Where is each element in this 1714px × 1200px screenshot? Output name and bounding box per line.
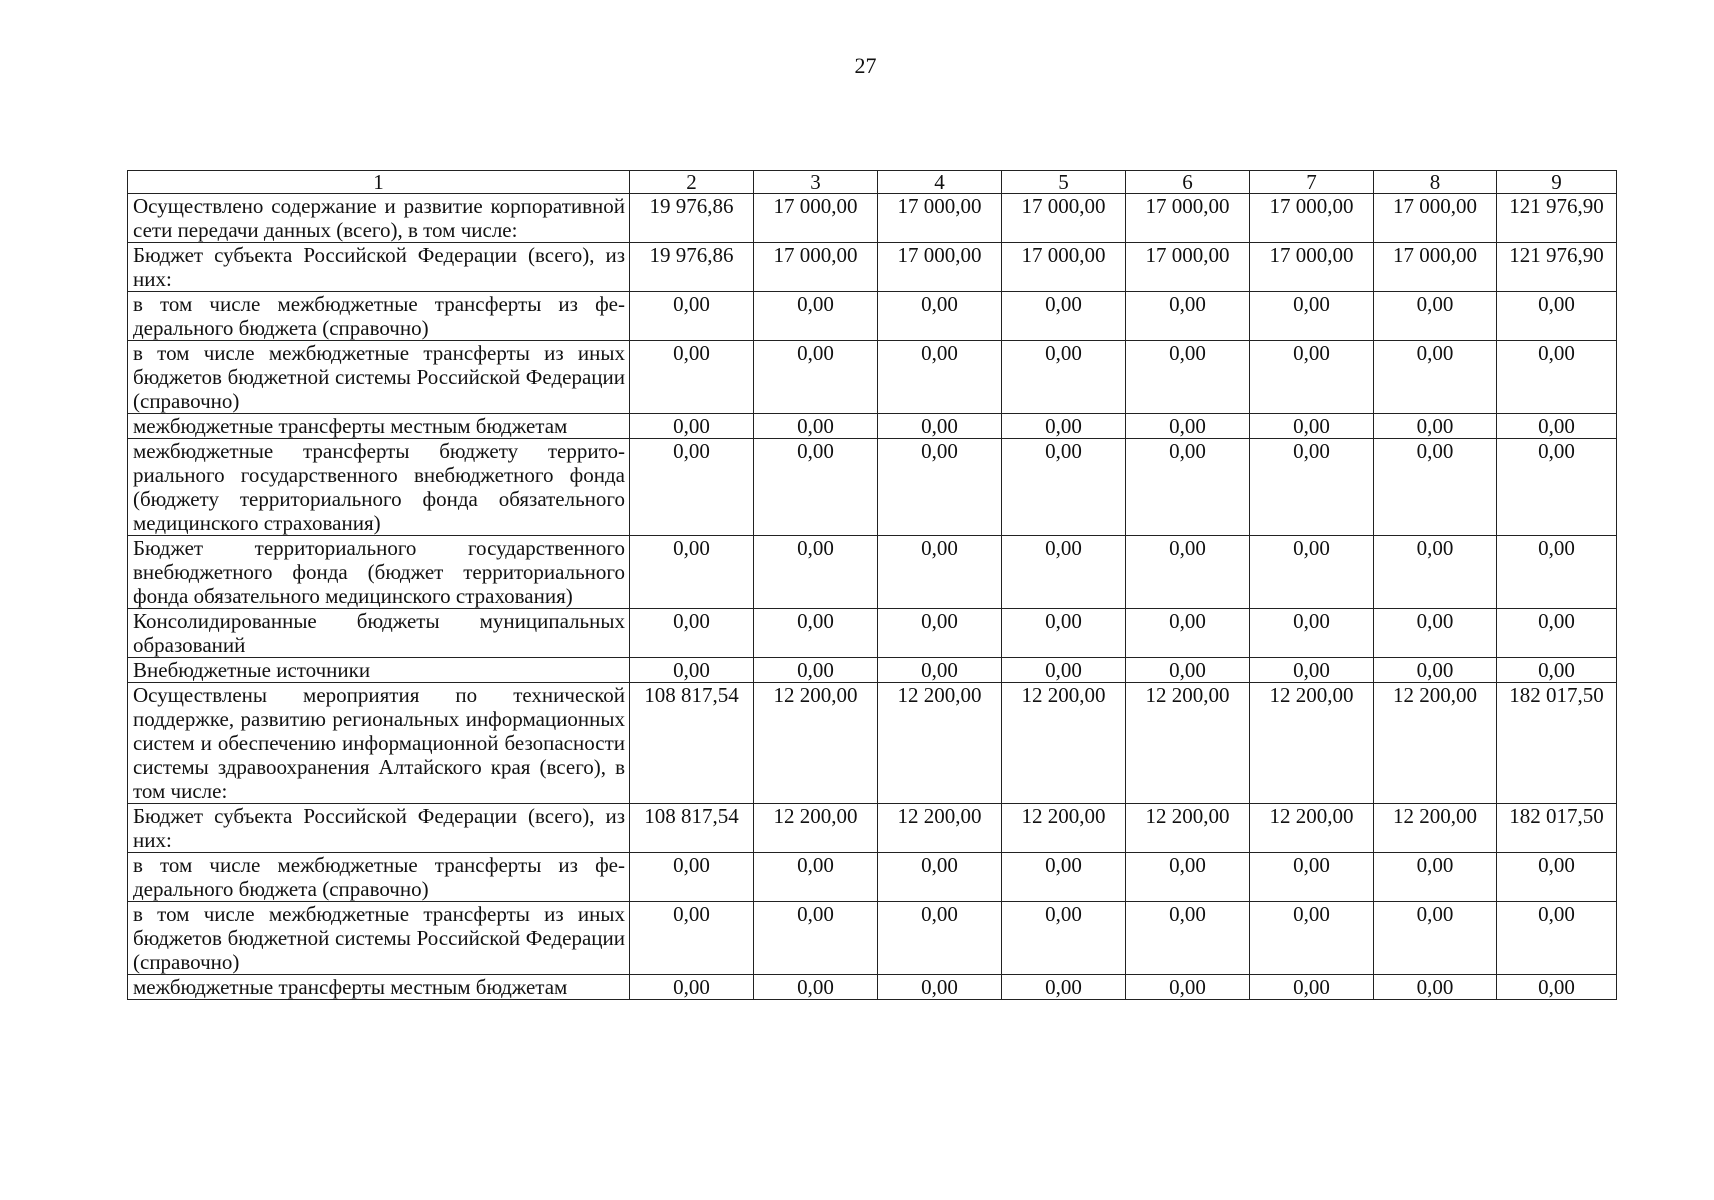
- row-value: 19 976,86: [630, 243, 754, 292]
- table-row: [128, 414, 1617, 439]
- row-value: 17 000,00: [754, 194, 878, 243]
- row-value: 17 000,00: [878, 194, 1002, 243]
- column-number: 2: [630, 171, 754, 194]
- row-label: межбюджетные трансферты бюджету территориального государственного внебюджетного фонда (бюджету территориального фонда обязательного медицинского страхования): [128, 439, 630, 536]
- row-value: 0,00: [630, 536, 754, 609]
- row-value: 0,00: [878, 341, 1002, 414]
- row-value: 182 017,50: [1497, 683, 1617, 804]
- row-value: 12 200,00: [1374, 683, 1497, 804]
- page-number: 27: [854, 53, 877, 78]
- table-row: [128, 804, 1617, 853]
- row-value: 0,00: [1002, 975, 1126, 1000]
- column-number: 1: [128, 171, 630, 194]
- row-label: в том числе межбюджетные трансферты из федерального бюджета (справочно): [128, 292, 630, 341]
- table-row: [128, 341, 1617, 414]
- row-value: 0,00: [754, 658, 878, 683]
- row-value: 17 000,00: [1126, 194, 1250, 243]
- row-label: Бюджет территориального государственного внебюджетного фонда (бюджет территориального фонда обязательного медицинского страхования): [128, 536, 630, 609]
- row-value: 0,00: [630, 658, 754, 683]
- row-value: 0,00: [1497, 414, 1617, 439]
- row-label: Консолидированные бюджеты муниципальных образований: [128, 609, 630, 658]
- row-value: 108 817,54: [630, 804, 754, 853]
- row-value: 0,00: [1002, 414, 1126, 439]
- row-value: 108 817,54: [630, 683, 754, 804]
- column-number: 5: [1002, 171, 1126, 194]
- table-row: [128, 658, 1617, 683]
- row-value: 0,00: [1250, 292, 1374, 341]
- row-value: 0,00: [754, 975, 878, 1000]
- row-value: 12 200,00: [1250, 683, 1374, 804]
- row-value: 0,00: [1497, 536, 1617, 609]
- table-row: [128, 536, 1617, 609]
- column-number: 6: [1126, 171, 1250, 194]
- row-value: 0,00: [630, 439, 754, 536]
- row-value: 12 200,00: [754, 683, 878, 804]
- row-value: 0,00: [878, 975, 1002, 1000]
- table-body: [128, 171, 1617, 1000]
- row-value: 0,00: [1497, 439, 1617, 536]
- table-row: [128, 439, 1617, 536]
- row-value: 0,00: [1002, 536, 1126, 609]
- row-value: 0,00: [1497, 341, 1617, 414]
- row-label: межбюджетные трансферты местным бюджетам: [128, 414, 630, 439]
- table-row: [128, 853, 1617, 902]
- row-value: 0,00: [1126, 853, 1250, 902]
- row-value: 0,00: [754, 902, 878, 975]
- row-value: 0,00: [1250, 414, 1374, 439]
- row-value: 0,00: [1497, 902, 1617, 975]
- row-value: 12 200,00: [1002, 804, 1126, 853]
- row-value: 12 200,00: [878, 804, 1002, 853]
- table-row: [128, 243, 1617, 292]
- row-value: 0,00: [754, 414, 878, 439]
- row-value: 17 000,00: [1002, 194, 1126, 243]
- table-row: [128, 609, 1617, 658]
- row-value: 0,00: [754, 853, 878, 902]
- row-value: 0,00: [878, 292, 1002, 341]
- column-number: 3: [754, 171, 878, 194]
- table-row: [128, 683, 1617, 804]
- table-row: [128, 902, 1617, 975]
- row-value: 0,00: [878, 658, 1002, 683]
- row-value: 0,00: [1374, 414, 1497, 439]
- row-value: 0,00: [1250, 658, 1374, 683]
- row-value: 0,00: [1002, 853, 1126, 902]
- row-value: 0,00: [630, 414, 754, 439]
- row-label: Осуществлено содержание и развитие корпоративной сети передачи данных (всего), в том числе:: [128, 194, 630, 243]
- row-value: 0,00: [878, 902, 1002, 975]
- row-value: 12 200,00: [1126, 804, 1250, 853]
- row-value: 121 976,90: [1497, 243, 1617, 292]
- row-value: 0,00: [630, 341, 754, 414]
- row-value: 0,00: [1002, 609, 1126, 658]
- row-value: 0,00: [1250, 902, 1374, 975]
- row-value: 19 976,86: [630, 194, 754, 243]
- row-value: 17 000,00: [1002, 243, 1126, 292]
- row-value: 17 000,00: [754, 243, 878, 292]
- row-value: 0,00: [878, 439, 1002, 536]
- row-value: 0,00: [878, 853, 1002, 902]
- row-value: 0,00: [754, 536, 878, 609]
- row-value: 0,00: [1497, 292, 1617, 341]
- row-value: 0,00: [1126, 609, 1250, 658]
- row-value: 0,00: [1497, 609, 1617, 658]
- row-value: 0,00: [1497, 658, 1617, 683]
- row-value: 0,00: [1374, 292, 1497, 341]
- row-value: 0,00: [1250, 853, 1374, 902]
- row-value: 17 000,00: [1374, 243, 1497, 292]
- row-value: 0,00: [1497, 975, 1617, 1000]
- row-value: 12 200,00: [878, 683, 1002, 804]
- row-value: 0,00: [1374, 975, 1497, 1000]
- row-value: 0,00: [1126, 902, 1250, 975]
- row-value: 0,00: [1497, 853, 1617, 902]
- row-value: 0,00: [1374, 902, 1497, 975]
- row-value: 17 000,00: [1126, 243, 1250, 292]
- row-value: 0,00: [1250, 341, 1374, 414]
- row-value: 0,00: [630, 292, 754, 341]
- row-value: 0,00: [754, 609, 878, 658]
- row-value: 0,00: [1250, 536, 1374, 609]
- row-value: 0,00: [1126, 414, 1250, 439]
- row-label: Осуществлены мероприятия по технической поддержке, развитию региональных информационных систем и обеспечению информационной безопасности системы здравоохранения Алтайского края (всего), в том числе:: [128, 683, 630, 804]
- row-value: 0,00: [1002, 902, 1126, 975]
- row-value: 0,00: [1374, 536, 1497, 609]
- row-label: в том числе межбюджетные трансферты из федерального бюджета (справочно): [128, 853, 630, 902]
- column-number: 8: [1374, 171, 1497, 194]
- row-value: 12 200,00: [1250, 804, 1374, 853]
- table-row: [128, 292, 1617, 341]
- column-number: 4: [878, 171, 1002, 194]
- row-value: 0,00: [754, 292, 878, 341]
- row-value: 12 200,00: [1002, 683, 1126, 804]
- row-value: 12 200,00: [1126, 683, 1250, 804]
- row-value: 0,00: [1126, 658, 1250, 683]
- column-number: 9: [1497, 171, 1617, 194]
- row-value: 121 976,90: [1497, 194, 1617, 243]
- row-value: 0,00: [1250, 439, 1374, 536]
- row-value: 0,00: [1002, 439, 1126, 536]
- row-value: 17 000,00: [1250, 243, 1374, 292]
- row-value: 12 200,00: [754, 804, 878, 853]
- row-value: 0,00: [878, 536, 1002, 609]
- row-value: 0,00: [630, 975, 754, 1000]
- row-label: в том числе межбюджетные трансферты из иных бюджетов бюджетной системы Российской Федерации (справочно): [128, 902, 630, 975]
- row-value: 17 000,00: [1374, 194, 1497, 243]
- row-value: 0,00: [1126, 341, 1250, 414]
- row-value: 0,00: [754, 439, 878, 536]
- row-label: Бюджет субъекта Российской Федерации (всего), из них:: [128, 243, 630, 292]
- row-value: 0,00: [1374, 341, 1497, 414]
- row-value: 12 200,00: [1374, 804, 1497, 853]
- row-value: 0,00: [1126, 975, 1250, 1000]
- row-value: 0,00: [1250, 609, 1374, 658]
- budget-table: [127, 170, 1617, 1000]
- column-number-row: [128, 171, 1617, 194]
- row-value: 0,00: [630, 609, 754, 658]
- row-value: 0,00: [1002, 658, 1126, 683]
- row-label: межбюджетные трансферты местным бюджетам: [128, 975, 630, 1000]
- row-value: 0,00: [1126, 439, 1250, 536]
- row-label: Внебюджетные источники: [128, 658, 630, 683]
- row-value: 17 000,00: [1250, 194, 1374, 243]
- row-value: 0,00: [1374, 658, 1497, 683]
- row-value: 0,00: [630, 853, 754, 902]
- row-value: 0,00: [1002, 292, 1126, 341]
- row-value: 0,00: [630, 902, 754, 975]
- row-value: 0,00: [878, 414, 1002, 439]
- row-value: 0,00: [878, 609, 1002, 658]
- row-value: 0,00: [1126, 536, 1250, 609]
- row-label: Бюджет субъекта Российской Федерации (всего), из них:: [128, 804, 630, 853]
- row-value: 0,00: [754, 341, 878, 414]
- column-number: 7: [1250, 171, 1374, 194]
- row-value: 182 017,50: [1497, 804, 1617, 853]
- table-row: [128, 975, 1617, 1000]
- row-value: 0,00: [1374, 609, 1497, 658]
- row-label: в том числе межбюджетные трансферты из иных бюджетов бюджетной системы Российской Федерации (справочно): [128, 341, 630, 414]
- row-value: 0,00: [1126, 292, 1250, 341]
- row-value: 0,00: [1002, 341, 1126, 414]
- row-value: 0,00: [1250, 975, 1374, 1000]
- row-value: 0,00: [1374, 853, 1497, 902]
- table-row: [128, 194, 1617, 243]
- row-value: 0,00: [1374, 439, 1497, 536]
- row-value: 17 000,00: [878, 243, 1002, 292]
